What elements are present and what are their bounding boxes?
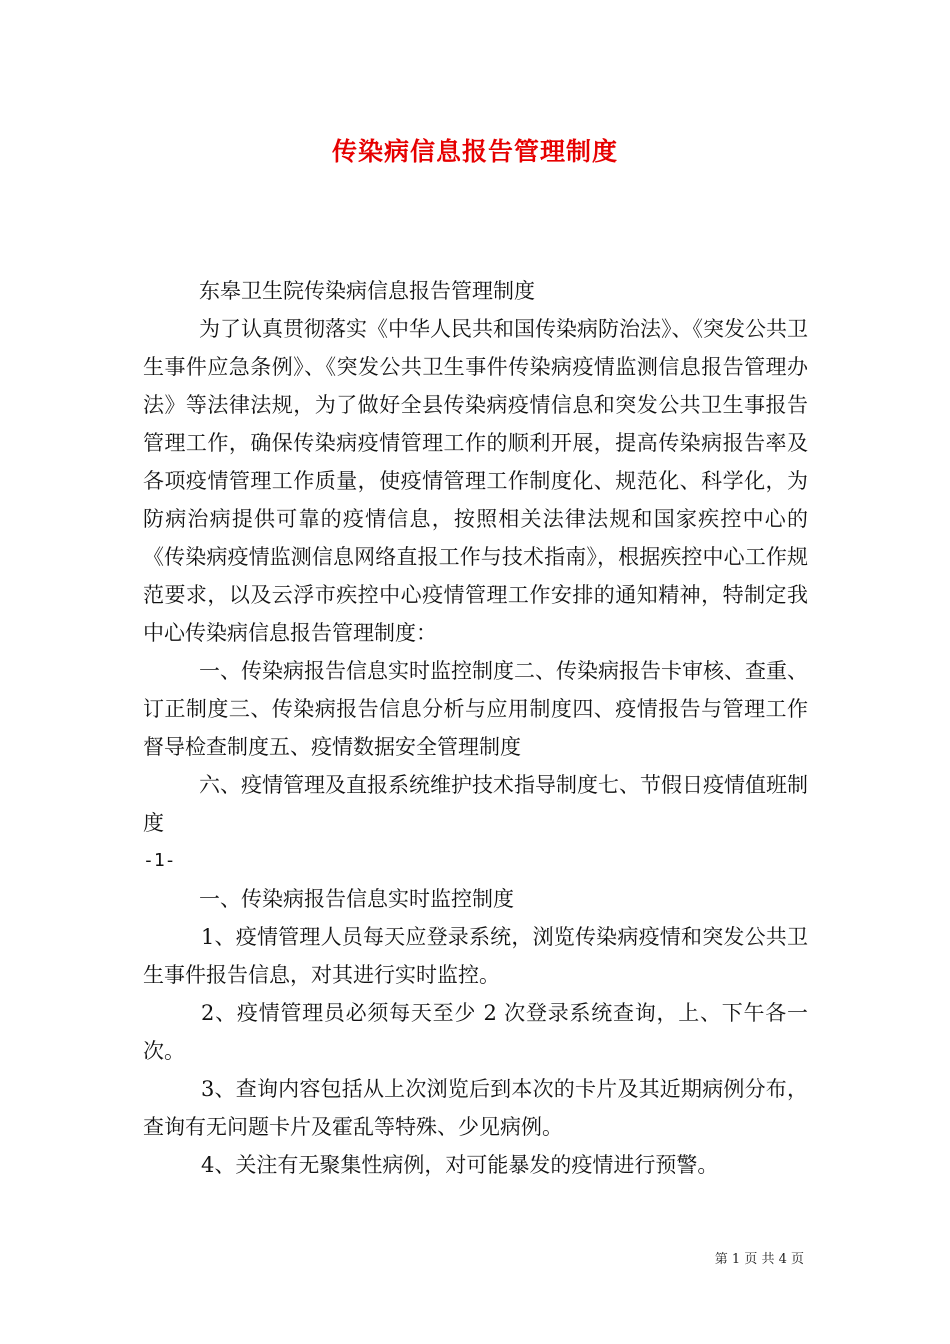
section-heading: 一、传染病报告信息实时监控制度 xyxy=(199,887,514,911)
document-title: 传染病信息报告管理制度 xyxy=(331,137,618,166)
paragraph-list-1: 一、传染病报告信息实时监控制度二、传染病报告卡审核、查重、订正制度三、传染病报告信息分析与应用制度四、疫情报告与管理工作督导检查制度五、疫情数据安全管理制度 xyxy=(143,659,808,759)
page-marker: -1- xyxy=(143,850,176,871)
paragraph-item-3: 3、查询内容包括从上次浏览后到本次的卡片及其近期病例分布，查询有无问题卡片及霍乱等特殊、少见病例。 xyxy=(143,1077,808,1139)
paragraph-intro: 为了认真贯彻落实《中华人民共和国传染病防治法》、《突发公共卫生事件应急条例》、《突发公共卫生事件传染病疫情监测信息报告管理办法》等法律法规，为了做好全县传染病疫情信息和突发公共卫生事报告管理工作，确保传染病疫情管理工作的顺利开展，提高传染病报告率及各项疫情管理工作质量，使疫情管理工作制度化、规范化、科学化，为防病治病提供可靠的疫情信息，按照相关法律法规和国家疾控中心的《传染病疫情监测信息网络直报工作与技术指南》，根据疾控中心工作规范要求，以及云浮市疾控中心疫情管理工作安排的通知精神，特制定我中心传染病信息报告管理制度： xyxy=(143,317,808,645)
paragraph-heading: 东皋卫生院传染病信息报告管理制度 xyxy=(199,279,535,303)
paragraph-item-4: 4、关注有无聚集性病例，对可能暴发的疫情进行预警。 xyxy=(201,1153,719,1177)
paragraph-list-2: 六、疫情管理及直报系统维护技术指导制度七、节假日疫情值班制度 xyxy=(143,773,808,835)
paragraph-item-2: 2、疫情管理员必须每天至少 2 次登录系统查询，上、下午各一次。 xyxy=(143,1001,808,1063)
page-number: 第 1 页 共 4 页 xyxy=(714,1252,804,1267)
paragraph-item-1: 1、疫情管理人员每天应登录系统，浏览传染病疫情和突发公共卫生事件报告信息，对其进行实时监控。 xyxy=(143,925,808,987)
document-body xyxy=(143,272,808,1184)
